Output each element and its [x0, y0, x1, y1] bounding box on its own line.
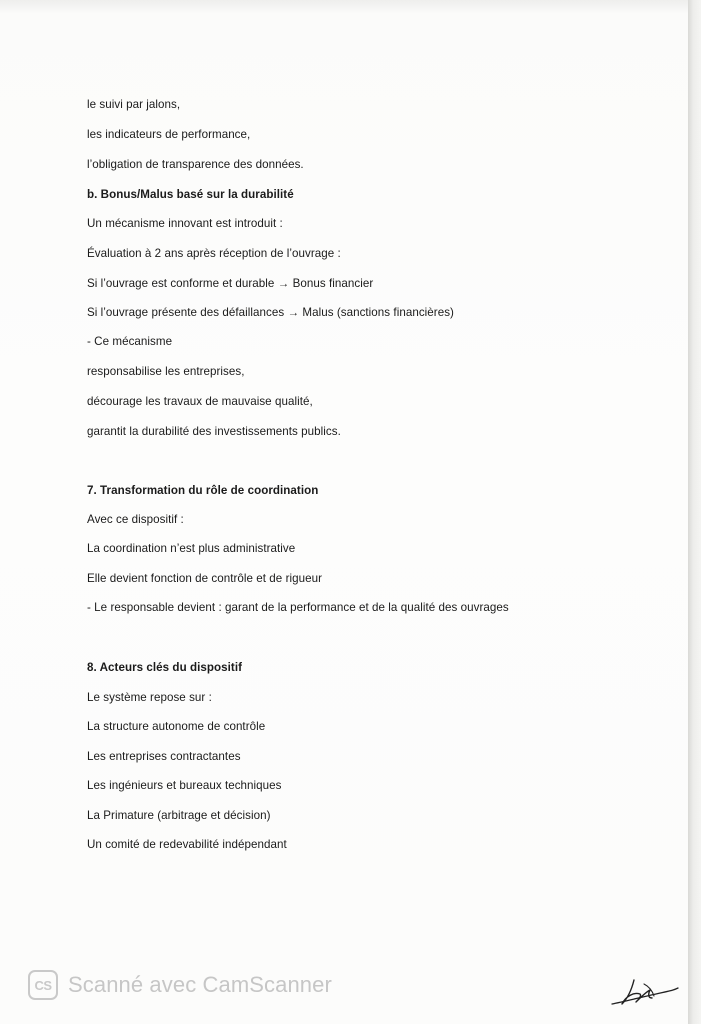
text-line-ce-mecanisme: - Ce mécanisme: [87, 335, 173, 348]
text-line-ingenieurs: Les ingénieurs et bureaux techniques: [87, 779, 282, 792]
text-line-mecanisme-innovant: Un mécanisme innovant est introduit :: [87, 217, 283, 230]
text-line-primature: La Primature (arbitrage et décision): [87, 809, 271, 822]
text-line-malus: Si l’ouvrage présente des défaillances → Malus (sanctions financières): [87, 306, 454, 319]
text-line-garantit: garantit la durabilité des investissements publics.: [87, 425, 341, 438]
text-line-responsabilise: responsabilise les entreprises,: [87, 365, 245, 378]
text-line-structure: La structure autonome de contrôle: [87, 720, 266, 733]
text-line-comite: Un comité de redevabilité indépendant: [87, 838, 287, 851]
text-line-jalons: le suivi par jalons,: [87, 98, 181, 111]
camscanner-logo-icon: CS: [28, 970, 58, 1000]
section-heading-8: 8. Acteurs clés du dispositif: [87, 661, 242, 674]
handwritten-signature-icon: [608, 974, 680, 1010]
text-line-entreprises: Les entreprises contractantes: [87, 750, 241, 763]
text-line-avec-dispositif: Avec ce dispositif :: [87, 513, 184, 526]
text-line-controle: Elle devient fonction de contrôle et de rigueur: [87, 572, 323, 585]
page-top-shadow: [0, 0, 688, 14]
text-line-indicateurs: les indicateurs de performance,: [87, 128, 251, 141]
page-edge-shadow: [688, 0, 701, 1024]
camscanner-watermark: [28, 969, 332, 1001]
text-line-decourage: décourage les travaux de mauvaise qualité,: [87, 395, 313, 408]
text-line-evaluation: Évaluation à 2 ans après réception de l’ouvrage :: [87, 247, 341, 260]
text-line-coordination: La coordination n’est plus administrative: [87, 542, 296, 555]
watermark-label: Scanné avec CamScanner: [68, 972, 332, 997]
subheading-bonus-malus: b. Bonus/Malus basé sur la durabilité: [87, 188, 294, 201]
text-line-bonus: Si l’ouvrage est conforme et durable → Bonus financier: [87, 277, 374, 290]
text-line-transparence: l’obligation de transparence des données.: [87, 158, 304, 171]
text-line-responsable: - Le responsable devient : garant de la performance et de la qualité des ouvrages: [87, 601, 509, 614]
section-heading-7: 7. Transformation du rôle de coordination: [87, 484, 319, 497]
text-line-systeme: Le système repose sur :: [87, 691, 212, 704]
